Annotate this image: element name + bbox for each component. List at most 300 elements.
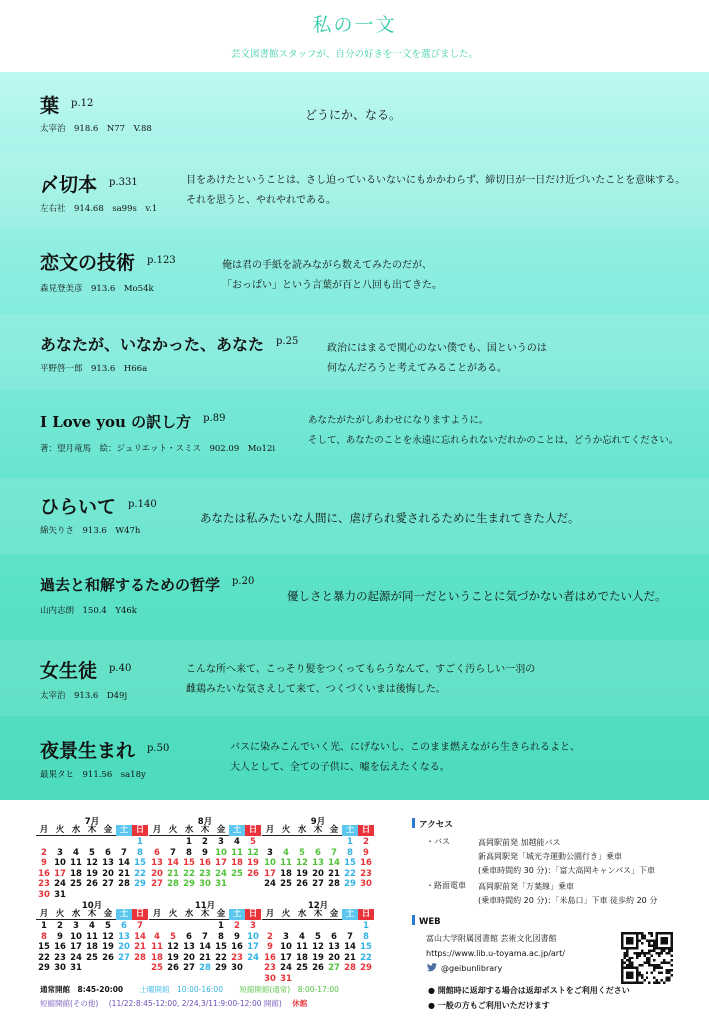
calendar-day: 22 — [215, 952, 227, 963]
calendar-day: 5 — [89, 847, 95, 858]
library-url[interactable]: https://www.lib.u-toyama.ac.jp/art/ — [426, 949, 565, 958]
calendar-day: 3 — [218, 837, 224, 847]
calendar-day: 20 — [312, 868, 324, 879]
calendar-day: 6 — [121, 921, 127, 931]
calendar-day: 27 — [183, 963, 195, 973]
twitter-icon — [426, 963, 438, 972]
book-quote: 目をあけたということは、さし迫っているいないにもかかわらず、締切日が一日だけ近づいたことを意味する。 それを思うと、やれやれである。 — [186, 175, 686, 206]
calendar-day: 23 — [54, 952, 66, 963]
page-number: p.123 — [147, 255, 176, 266]
list-item — [0, 722, 709, 798]
weekday-label: 土 — [116, 825, 132, 836]
calendar-day: 24 — [264, 879, 276, 889]
calendar-day: 28 — [118, 879, 130, 889]
calendar-day: 3 — [57, 847, 63, 858]
calendar-day: 11 — [231, 847, 243, 858]
calendar-day: 21 — [167, 868, 179, 879]
calendar-day: 14 — [199, 942, 211, 952]
calendar-day: 19 — [86, 868, 98, 879]
book-quote: どうにか、なる。 — [305, 108, 402, 122]
page-number: p.25 — [276, 336, 299, 347]
weekday-label: 月 — [39, 825, 49, 835]
calendar-day: 2 — [57, 921, 63, 931]
book-title: 過去と和解するための哲学 — [40, 576, 221, 594]
calendar-day: 4 — [154, 931, 160, 942]
weekday-label: 水 — [184, 909, 194, 919]
calendar-day: 6 — [154, 847, 160, 858]
calendar-july — [36, 815, 148, 900]
hours-legend — [40, 984, 339, 995]
tram-label: ・路面電車 — [426, 881, 466, 890]
calendar-day: 14 — [344, 942, 356, 952]
calendar-month: 12月 — [307, 901, 329, 911]
weekday-label: 金 — [103, 909, 113, 919]
library-name: 富山大学附属図書館 芸術文化図書館 — [426, 934, 557, 943]
calendar-day: 25 — [296, 963, 308, 973]
calendar-day: 5 — [170, 931, 176, 942]
weekday-header — [36, 825, 148, 836]
calendar-day: 7 — [202, 931, 208, 942]
calendar-day: 21 — [134, 942, 146, 952]
calendar-day: 21 — [118, 868, 130, 879]
calendar-day: 16 — [54, 942, 66, 952]
legend-short-regular: 短縮開館(通常) 8:00-17:00 — [239, 985, 339, 994]
list-item — [0, 314, 709, 390]
calendar-day: 13 — [328, 942, 340, 952]
calendar-day: 4 — [234, 837, 240, 847]
weekday-label: 木 — [200, 825, 210, 835]
calendar-day: 12 — [102, 931, 114, 942]
calendar-day: 2 — [202, 837, 208, 847]
calendar-day: 23 — [38, 879, 50, 889]
calendar-day: 24 — [215, 868, 227, 879]
list-item — [0, 72, 709, 148]
weekday-label: 水 — [297, 825, 307, 835]
calendar-day: 17 — [264, 868, 276, 879]
calendar-day: 17 — [280, 952, 292, 963]
calendar-day: 12 — [312, 942, 324, 952]
calendar-day: 18 — [231, 858, 243, 868]
book-meta: 最果タヒ 911.56 sa18y — [40, 770, 146, 780]
calendar-day: 26 — [167, 963, 179, 973]
calendar-day: 10 — [280, 942, 292, 952]
bus-label: ・バス — [426, 837, 450, 846]
calendar-day: 24 — [280, 963, 292, 973]
calendar-day: 9 — [202, 847, 208, 858]
calendar-day: 23 — [360, 868, 372, 879]
calendar-day: 7 — [331, 847, 337, 858]
weekday-label: 火 — [168, 909, 178, 919]
weekday-label: 月 — [39, 909, 49, 919]
calendar-day: 15 — [215, 942, 227, 952]
calendar-day: 4 — [73, 847, 79, 858]
calendar-day: 18 — [280, 868, 292, 879]
calendar-day: 15 — [183, 858, 195, 868]
book-quote: 優しさと暴力の起源が同一だということに気づかない者はめでたい人だ。 — [287, 589, 667, 603]
bus-lines: 高岡駅前発 加越能バス 新高岡駅発「城光寺運動公園行き」乗車 (乗車時間約 30 分)：「富大高岡キャンパス」下車 — [478, 838, 655, 875]
book-meta: 森見登美彦 913.6 Mo54k — [40, 284, 154, 294]
calendar-day: 1 — [218, 921, 224, 931]
calendar-month: 11月 — [194, 901, 216, 911]
calendar-december — [262, 899, 374, 984]
calendar-day: 5 — [299, 847, 305, 858]
calendar-day: 13 — [183, 942, 195, 952]
calendar-day: 10 — [264, 858, 276, 868]
calendar-day: 25 — [70, 879, 82, 889]
calendar-day: 7 — [170, 847, 176, 858]
calendar-day: 19 — [167, 952, 179, 963]
calendar-day: 15 — [360, 942, 372, 952]
calendar-day: 17 — [247, 942, 259, 952]
weekday-label: 月 — [152, 825, 162, 835]
weekday-label: 金 — [216, 909, 226, 919]
calendar-day: 20 — [118, 942, 130, 952]
calendar-month: 9月 — [310, 817, 326, 827]
weekday-label: 木 — [87, 909, 97, 919]
calendar-day: 25 — [231, 868, 243, 879]
calendar-day: 3 — [73, 921, 79, 931]
calendar-day: 5 — [250, 837, 256, 847]
calendar-day: 16 — [264, 952, 276, 963]
book-quote: バスに染みこんでいく光、にげないし、このまま燃えながら生きられるよと、 大人として、全ての子供に、嘘を伝えたくなる。 — [230, 742, 580, 773]
weekday-label: 水 — [71, 909, 81, 919]
weekday-label: 火 — [281, 909, 291, 919]
web-heading: WEB — [412, 915, 441, 927]
calendar-day: 28 — [328, 879, 340, 889]
calendar-day: 30 — [264, 973, 276, 984]
book-quote: 俺は君の手紙を読みながら数えてみたのだが、 「おっぱい」という言葉が百と八回も出てきた。 — [222, 260, 442, 291]
weekday-label: 日 — [358, 909, 374, 920]
legend-regular: 通常開館 8:45-20:00 — [40, 985, 124, 994]
calendar-day: 19 — [102, 942, 114, 952]
book-title: I Love you の訳し方 — [40, 413, 192, 431]
weekday-label: 土 — [116, 909, 132, 920]
calendar-day: 27 — [151, 879, 163, 889]
weekday-label: 火 — [55, 825, 65, 835]
calendar-day: 13 — [151, 858, 163, 868]
list-item — [0, 152, 709, 228]
weekday-label: 日 — [132, 825, 148, 836]
calendar-day: 1 — [347, 837, 353, 847]
calendar-day: 19 — [296, 868, 308, 879]
calendar-day: 24 — [70, 952, 82, 963]
calendar-day: 20 — [328, 952, 340, 963]
calendar-day: 20 — [151, 868, 163, 879]
calendar-day: 30 — [360, 879, 372, 889]
calendar-day: 30 — [54, 963, 66, 973]
calendar-days — [262, 837, 374, 890]
calendar-day: 6 — [315, 847, 321, 858]
calendar-day: 31 — [280, 973, 292, 984]
calendar-day: 5 — [105, 921, 111, 931]
calendar-day: 12 — [247, 847, 259, 858]
calendar-day: 25 — [280, 879, 292, 889]
calendar-day: 3 — [250, 921, 256, 931]
weekday-label: 月 — [265, 909, 275, 919]
book-meta: 平野啓一郎 913.6 H66a — [40, 364, 148, 374]
weekday-header — [262, 825, 374, 836]
book-title: 〆切本 — [40, 174, 98, 196]
book-meta: 太宰治 918.6 N77 V.88 — [40, 124, 152, 134]
qr-code — [621, 932, 673, 984]
access-section — [412, 818, 453, 830]
page-subtitle: 芸文図書館スタッフが、自分の好きを一文を選びました。 — [230, 49, 478, 60]
weekday-label: 日 — [132, 909, 148, 920]
calendar-day: 8 — [186, 847, 192, 858]
web-details — [426, 931, 565, 976]
calendar-day: 10 — [215, 847, 227, 858]
book-meta: 左右社 914.68 sa99s v.1 — [40, 204, 158, 214]
calendar-day: 22 — [360, 952, 372, 963]
legend-saturday: 土曜開館 10:00-16:00 — [139, 985, 223, 994]
calendar-day: 22 — [183, 868, 195, 879]
calendar-day: 6 — [331, 931, 337, 942]
calendar-day: 1 — [363, 921, 369, 931]
weekday-label: 日 — [358, 825, 374, 836]
calendar-day: 29 — [134, 879, 146, 889]
calendar-day: 7 — [347, 931, 353, 942]
calendar-day: 29 — [183, 879, 195, 889]
weekday-label: 火 — [55, 909, 65, 919]
calendar-day: 24 — [247, 952, 259, 963]
calendar-day: 20 — [183, 952, 195, 963]
access-heading: アクセス — [412, 818, 453, 830]
calendar-day: 13 — [312, 858, 324, 868]
weekday-label: 金 — [216, 825, 226, 835]
calendar-day: 28 — [199, 963, 211, 973]
calendar-day: 4 — [283, 847, 289, 858]
calendar-day: 26 — [102, 952, 114, 963]
calendar-day: 18 — [70, 868, 82, 879]
calendar-day: 22 — [344, 868, 356, 879]
calendar-day: 12 — [167, 942, 179, 952]
calendar-days — [36, 921, 148, 974]
calendar-day: 11 — [151, 942, 163, 952]
calendar-day: 12 — [296, 858, 308, 868]
calendar-day: 8 — [218, 931, 224, 942]
calendar-day: 29 — [344, 879, 356, 889]
calendar-day: 26 — [86, 879, 98, 889]
calendar-day: 7 — [121, 847, 127, 858]
calendar-day: 8 — [347, 847, 353, 858]
book-title: 夜景生まれ — [40, 740, 136, 762]
weekday-label: 金 — [329, 825, 339, 835]
note-public: ● 一般の方もご利用いただけます — [428, 1001, 550, 1010]
book-title: ひらいて — [40, 496, 117, 518]
web-section — [412, 915, 441, 927]
calendar-day: 29 — [360, 963, 372, 973]
weekday-label: 月 — [152, 909, 162, 919]
calendar-day: 17 — [70, 942, 82, 952]
calendar-day: 21 — [199, 952, 211, 963]
weekday-label: 木 — [313, 825, 323, 835]
calendar-september — [262, 815, 374, 890]
calendar-day: 27 — [118, 952, 130, 963]
calendar-day: 9 — [41, 858, 47, 868]
calendar-day: 17 — [54, 868, 66, 879]
calendar-day: 9 — [363, 847, 369, 858]
calendar-day: 2 — [41, 847, 47, 858]
calendar-day: 3 — [267, 847, 273, 858]
page-number: p.40 — [109, 663, 132, 674]
weekday-label: 金 — [329, 909, 339, 919]
calendar-day: 23 — [199, 868, 211, 879]
calendar-day: 15 — [134, 858, 146, 868]
list-item — [0, 562, 709, 638]
calendar-day: 4 — [89, 921, 95, 931]
calendar-day: 30 — [199, 879, 211, 889]
page-title: 私の一文 — [312, 14, 397, 36]
book-quote: あなたがたがしあわせになりますように。 そして、あなたのことを永遠に忘れられないだれかのことは、どうか忘れてください。 — [308, 415, 679, 446]
page-number: p.89 — [203, 413, 226, 424]
calendar-day: 15 — [344, 858, 356, 868]
book-title: あなたが、いなかった、あなた — [40, 335, 265, 354]
calendar-day: 16 — [231, 942, 243, 952]
list-item — [0, 396, 709, 472]
calendar-month: 10月 — [81, 901, 103, 911]
weekday-label: 土 — [229, 825, 245, 836]
calendar-day: 17 — [215, 858, 227, 868]
weekday-label: 木 — [200, 909, 210, 919]
calendar-day: 27 — [328, 963, 340, 973]
weekday-label: 月 — [265, 825, 275, 835]
list-item — [0, 640, 709, 716]
book-meta: 著：望月竜馬 絵：ジュリエット・スミス 902.09 Mo12i — [40, 444, 276, 454]
weekday-label: 土 — [229, 909, 245, 920]
weekday-label: 火 — [281, 825, 291, 835]
calendar-day: 8 — [41, 931, 47, 942]
calendar-day: 20 — [102, 868, 114, 879]
list-item — [0, 478, 709, 554]
weekday-label: 木 — [313, 909, 323, 919]
quote-list — [0, 72, 709, 800]
calendar-october — [36, 899, 148, 974]
weekday-label: 木 — [87, 825, 97, 835]
page-header — [0, 0, 709, 72]
calendar-day: 10 — [70, 931, 82, 942]
calendar-day: 14 — [118, 858, 130, 868]
book-meta: 山内志朗 150.4 Y46k — [40, 606, 137, 616]
calendar-day: 6 — [105, 847, 111, 858]
calendar-day: 2 — [234, 921, 240, 931]
calendar-day: 14 — [134, 931, 146, 942]
calendar-day: 25 — [86, 952, 98, 963]
calendar-day: 19 — [312, 952, 324, 963]
weekday-label: 日 — [245, 825, 261, 836]
calendar-day: 30 — [38, 889, 50, 900]
calendar-day: 11 — [70, 858, 82, 868]
calendar-day: 11 — [280, 858, 292, 868]
calendar-day: 26 — [296, 879, 308, 889]
calendar-days — [36, 837, 148, 900]
legend-closed: 休館 — [292, 999, 308, 1008]
calendar-day: 18 — [151, 952, 163, 963]
calendar-day: 16 — [38, 868, 50, 879]
weekday-header — [149, 909, 261, 920]
calendar-days — [149, 837, 261, 890]
weekday-label: 金 — [103, 825, 113, 835]
calendar-day: 22 — [134, 868, 146, 879]
calendar-day: 10 — [247, 931, 259, 942]
calendar-day: 24 — [54, 879, 66, 889]
weekday-label: 日 — [245, 909, 261, 920]
calendar-day: 21 — [328, 868, 340, 879]
legend-short-other-note: (11/22:8:45-12:00, 2/24,3/11:9:00-12:00 開館) — [108, 999, 282, 1008]
calendar-day: 21 — [344, 952, 356, 963]
calendar-day: 3 — [283, 931, 289, 942]
calendar-day: 28 — [344, 963, 356, 973]
calendar-day: 16 — [199, 858, 211, 868]
calendar-month: 7月 — [84, 817, 100, 827]
calendar-day: 25 — [151, 963, 163, 973]
calendar-day: 31 — [215, 879, 227, 889]
weekday-label: 水 — [71, 825, 81, 835]
calendar-day: 9 — [234, 931, 240, 942]
tram-lines: 高岡駅前発「万葉線」乗車 (乗車時間約 20 分)：「米島口」下車 徒歩約 20 分 — [478, 882, 658, 905]
calendar-day: 18 — [296, 952, 308, 963]
calendar-day: 28 — [134, 952, 146, 963]
calendar-day: 10 — [54, 858, 66, 868]
calendar-day: 13 — [102, 858, 114, 868]
book-quote: 政治にはまるで関心のない僕でも、国というのは 何なんだろうと考えてみることがある。 — [327, 343, 547, 374]
calendar-day: 9 — [57, 931, 63, 942]
calendar-day: 1 — [41, 921, 47, 931]
calendar-day: 1 — [186, 837, 192, 847]
weekday-header — [149, 825, 261, 836]
book-meta: 綿矢りさ 913.6 W47h — [40, 526, 141, 536]
calendar-day: 26 — [312, 963, 324, 973]
book-title: 葉 — [40, 95, 60, 117]
calendar-days — [262, 921, 374, 984]
weekday-header — [36, 909, 148, 920]
calendar-day: 2 — [363, 837, 369, 847]
calendar-day: 14 — [328, 858, 340, 868]
calendar-day: 30 — [231, 963, 243, 973]
page-number: p.12 — [71, 98, 94, 109]
calendar-day: 12 — [86, 858, 98, 868]
calendar-november — [149, 899, 261, 974]
weekday-label: 水 — [184, 825, 194, 835]
calendar-day: 4 — [299, 931, 305, 942]
twitter-account[interactable]: @geibunlibrary — [426, 961, 565, 976]
list-item — [0, 234, 709, 310]
calendar-day: 23 — [231, 952, 243, 963]
calendar-day: 27 — [312, 879, 324, 889]
weekday-label: 土 — [342, 909, 358, 920]
weekday-header — [262, 909, 374, 920]
legend-short-other: 短縮開館(その他) — [40, 999, 99, 1008]
calendar-day: 14 — [167, 858, 179, 868]
calendar-day: 29 — [38, 963, 50, 973]
notes — [428, 983, 630, 1013]
calendar-day: 31 — [54, 889, 66, 900]
book-title: 女生徒 — [40, 660, 98, 682]
weekday-label: 土 — [342, 825, 358, 836]
calendar-day: 29 — [215, 963, 227, 973]
calendar-day: 7 — [137, 921, 143, 931]
calendar-day: 13 — [118, 931, 130, 942]
calendar-days — [149, 921, 261, 974]
weekday-label: 火 — [168, 825, 178, 835]
calendar-day: 11 — [86, 931, 98, 942]
calendar-day: 28 — [167, 879, 179, 889]
calendar-day: 23 — [264, 963, 276, 973]
page-number: p.140 — [128, 499, 157, 510]
calendar-day: 26 — [247, 868, 259, 879]
calendar-day: 16 — [360, 858, 372, 868]
calendar-day: 6 — [186, 931, 192, 942]
note-return-post: ● 開館時に返却する場合は返却ポストをご利用ください — [428, 986, 630, 995]
